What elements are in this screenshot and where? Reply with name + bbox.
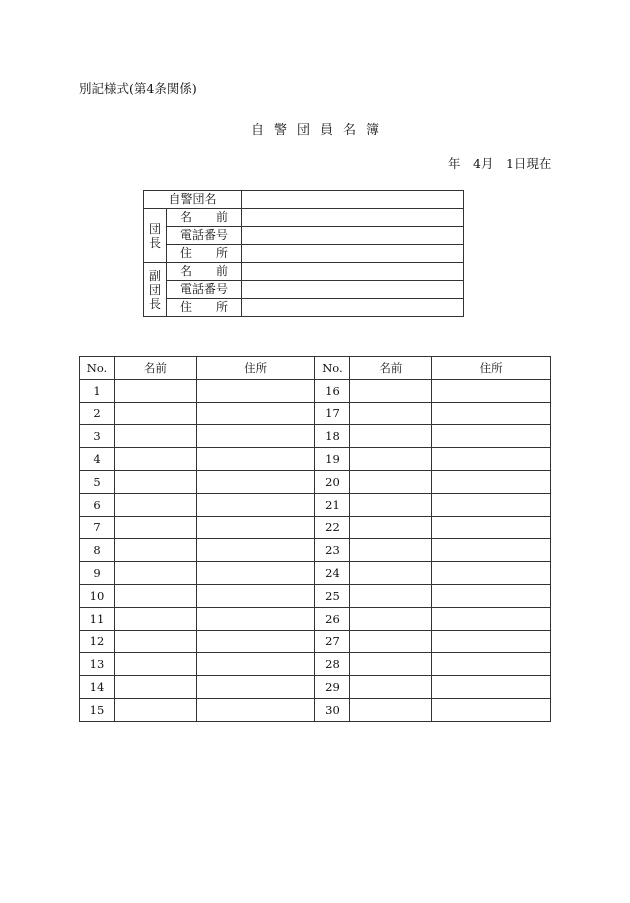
leader-phone-label: 電話番号	[167, 227, 242, 245]
member-address-cell[interactable]	[432, 493, 551, 516]
table-row	[80, 630, 551, 653]
member-name-cell[interactable]	[350, 493, 432, 516]
leader-label-char: 長	[148, 235, 161, 250]
table-row	[80, 584, 551, 607]
member-name-cell[interactable]	[350, 448, 432, 471]
row-number: 20	[315, 470, 350, 493]
table-row	[80, 698, 551, 721]
member-address-cell[interactable]	[196, 698, 315, 721]
vice-leader-address-label: 住 所	[167, 299, 242, 317]
member-address-cell[interactable]	[432, 379, 551, 402]
row-number: 23	[315, 539, 350, 562]
vice-leader-phone-label: 電話番号	[167, 281, 242, 299]
member-name-cell[interactable]	[350, 584, 432, 607]
title-char: 員	[320, 123, 334, 138]
member-address-cell[interactable]	[432, 698, 551, 721]
member-name-cell[interactable]	[350, 630, 432, 653]
row-number: 27	[315, 630, 350, 653]
member-address-cell[interactable]	[196, 607, 315, 630]
member-address-cell[interactable]	[432, 584, 551, 607]
member-address-cell[interactable]	[196, 539, 315, 562]
row-number: 4	[80, 448, 115, 471]
member-name-cell[interactable]	[114, 653, 196, 676]
member-name-cell[interactable]	[350, 653, 432, 676]
member-name-cell[interactable]	[350, 562, 432, 585]
row-number: 3	[80, 425, 115, 448]
member-address-cell[interactable]	[196, 516, 315, 539]
member-address-cell[interactable]	[432, 676, 551, 699]
member-name-cell[interactable]	[350, 516, 432, 539]
member-name-cell[interactable]	[114, 470, 196, 493]
header-name: 名前	[114, 357, 196, 380]
member-address-cell[interactable]	[196, 470, 315, 493]
vice-leader-label-char: 団	[148, 282, 161, 297]
member-address-cell[interactable]	[432, 607, 551, 630]
row-number: 1	[80, 379, 115, 402]
group-name-row	[144, 191, 464, 209]
member-address-cell[interactable]	[196, 630, 315, 653]
leader-address-row	[144, 245, 464, 263]
leader-name-label: 名 前	[167, 209, 242, 227]
row-number: 13	[80, 653, 115, 676]
header-no: No.	[315, 357, 350, 380]
vice-leader-phone-row	[144, 281, 464, 299]
member-address-cell[interactable]	[432, 425, 551, 448]
leader-phone-row	[144, 227, 464, 245]
member-name-cell[interactable]	[350, 470, 432, 493]
member-address-cell[interactable]	[196, 425, 315, 448]
member-name-cell[interactable]	[114, 607, 196, 630]
member-address-cell[interactable]	[432, 539, 551, 562]
row-number: 17	[315, 402, 350, 425]
row-number: 16	[315, 379, 350, 402]
member-address-cell[interactable]	[196, 448, 315, 471]
vice-leader-name-row	[144, 263, 464, 281]
row-number: 25	[315, 584, 350, 607]
leader-address-value[interactable]	[242, 245, 464, 263]
row-number: 29	[315, 676, 350, 699]
member-address-cell[interactable]	[432, 630, 551, 653]
row-number: 11	[80, 607, 115, 630]
header-no: No.	[80, 357, 115, 380]
vice-leader-address-row	[144, 299, 464, 317]
vice-leader-label	[144, 263, 167, 317]
member-name-cell[interactable]	[350, 402, 432, 425]
member-roster-table	[79, 356, 551, 722]
member-name-cell[interactable]	[114, 539, 196, 562]
row-number: 2	[80, 402, 115, 425]
member-address-cell[interactable]	[196, 676, 315, 699]
member-name-cell[interactable]	[114, 516, 196, 539]
title-char: 警	[273, 123, 287, 138]
table-row	[80, 379, 551, 402]
member-address-cell[interactable]	[196, 493, 315, 516]
row-number: 9	[80, 562, 115, 585]
table-row	[80, 653, 551, 676]
table-row	[80, 402, 551, 425]
member-address-cell[interactable]	[432, 653, 551, 676]
vice-leader-label-char: 長	[148, 296, 161, 311]
table-row	[80, 470, 551, 493]
table-row	[80, 607, 551, 630]
member-name-cell[interactable]	[350, 698, 432, 721]
row-number: 19	[315, 448, 350, 471]
leader-name-value[interactable]	[242, 209, 464, 227]
member-name-cell[interactable]	[350, 379, 432, 402]
member-name-cell[interactable]	[350, 539, 432, 562]
row-number: 28	[315, 653, 350, 676]
table-row	[80, 676, 551, 699]
member-address-cell[interactable]	[196, 584, 315, 607]
leader-label-char: 団	[148, 221, 161, 236]
roster-header-row	[80, 357, 551, 380]
member-address-cell[interactable]	[196, 562, 315, 585]
leader-address-label: 住 所	[167, 245, 242, 263]
member-address-cell[interactable]	[432, 470, 551, 493]
organization-table	[143, 190, 464, 317]
row-number: 21	[315, 493, 350, 516]
leader-phone-value[interactable]	[242, 227, 464, 245]
member-name-cell[interactable]	[114, 425, 196, 448]
vice-leader-address-value[interactable]	[242, 299, 464, 317]
row-number: 26	[315, 607, 350, 630]
member-name-cell[interactable]	[114, 493, 196, 516]
header-address: 住所	[432, 357, 551, 380]
row-number: 22	[315, 516, 350, 539]
table-row	[80, 493, 551, 516]
vice-leader-name-value[interactable]	[242, 263, 464, 281]
vice-leader-label-char: 副	[148, 268, 161, 283]
row-number: 12	[80, 630, 115, 653]
group-name-value[interactable]	[242, 191, 464, 209]
form-reference: 別記様式(第4条関係)	[79, 81, 197, 96]
member-address-cell[interactable]	[196, 402, 315, 425]
member-address-cell[interactable]	[432, 516, 551, 539]
title-char: 名	[343, 123, 357, 138]
table-row	[80, 516, 551, 539]
table-row	[80, 562, 551, 585]
row-number: 7	[80, 516, 115, 539]
document-title	[0, 119, 630, 138]
row-number: 8	[80, 539, 115, 562]
member-name-cell[interactable]	[114, 584, 196, 607]
title-char: 自	[250, 123, 264, 138]
member-name-cell[interactable]	[114, 630, 196, 653]
as-of-date: 年 4月 1日現在	[448, 156, 552, 171]
member-name-cell[interactable]	[114, 562, 196, 585]
leader-name-row	[144, 209, 464, 227]
row-number: 6	[80, 493, 115, 516]
member-address-cell[interactable]	[196, 379, 315, 402]
row-number: 30	[315, 698, 350, 721]
member-name-cell[interactable]	[114, 676, 196, 699]
header-name: 名前	[350, 357, 432, 380]
row-number: 18	[315, 425, 350, 448]
table-row	[80, 448, 551, 471]
member-address-cell[interactable]	[432, 562, 551, 585]
member-name-cell[interactable]	[350, 607, 432, 630]
title-char: 団	[296, 123, 310, 138]
row-number: 10	[80, 584, 115, 607]
row-number: 14	[80, 676, 115, 699]
member-name-cell[interactable]	[350, 676, 432, 699]
row-number: 24	[315, 562, 350, 585]
row-number: 5	[80, 470, 115, 493]
member-name-cell[interactable]	[114, 379, 196, 402]
header-address: 住所	[196, 357, 315, 380]
title-char: 簿	[366, 123, 380, 138]
member-name-cell[interactable]	[114, 698, 196, 721]
table-row	[80, 425, 551, 448]
group-name-label: 自警団名	[144, 191, 242, 209]
row-number: 15	[80, 698, 115, 721]
member-name-cell[interactable]	[350, 425, 432, 448]
member-address-cell[interactable]	[196, 653, 315, 676]
leader-label	[144, 209, 167, 263]
vice-leader-name-label: 名 前	[167, 263, 242, 281]
member-name-cell[interactable]	[114, 402, 196, 425]
member-name-cell[interactable]	[114, 448, 196, 471]
member-address-cell[interactable]	[432, 402, 551, 425]
table-row	[80, 539, 551, 562]
member-address-cell[interactable]	[432, 448, 551, 471]
vice-leader-phone-value[interactable]	[242, 281, 464, 299]
